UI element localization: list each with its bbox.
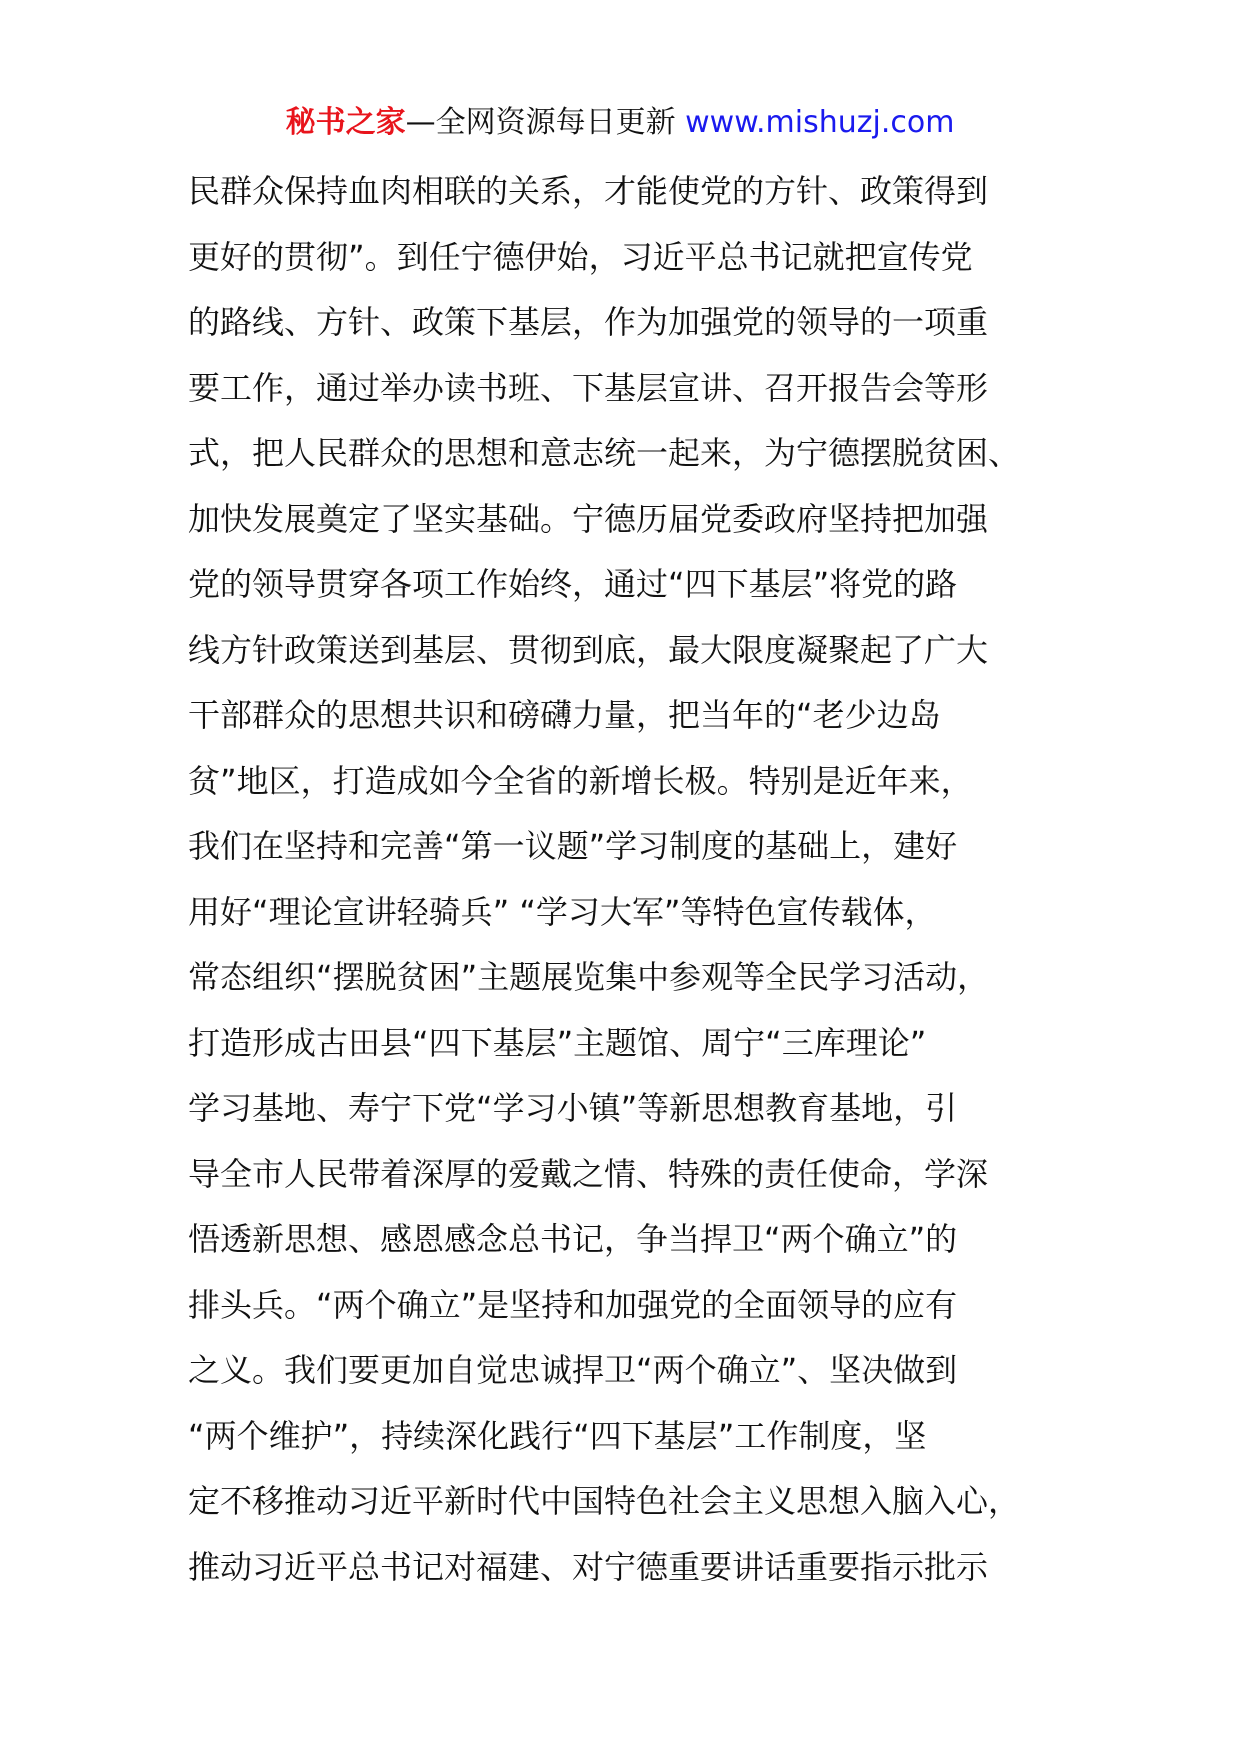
document-body <box>188 159 1088 1600</box>
body-line: 民群众保持血肉相联的关系，才能使党的方针、政策得到 <box>188 172 989 210</box>
body-line: 推动习近平总书记对福建、对宁德重要讲话重要指示批示 <box>188 1547 989 1586</box>
body-line: 的路线、方针、政策下基层，作为加强党的领导的一项重 <box>188 303 989 341</box>
body-line: 我们在坚持和完善“第一议题”学习制度的基础上，建好 <box>188 827 958 865</box>
header-tagline: —全网资源每日更新 <box>405 105 686 140</box>
page-header <box>0 103 1240 143</box>
body-line: 之义。我们要更加自觉忠诚捍卫“两个确立”、坚决做到 <box>188 1351 958 1389</box>
body-line: “两个维护”，持续深化践行“四下基层”工作制度，坚 <box>188 1416 927 1455</box>
body-line: 式，把人民群众的思想和意志统一起来，为宁德摆脱贫困、 <box>188 434 1021 472</box>
body-line: 更好的贯彻”。到任宁德伊始，习近平总书记就把宣传党 <box>188 237 973 276</box>
body-line: 导全市人民带着深厚的爱戴之情、特殊的责任使命，学深 <box>188 1154 989 1193</box>
body-line: 悟透新思想、感恩感念总书记，争当捍卫“两个确立”的 <box>188 1220 958 1258</box>
body-line: 定不移推动习近平新时代中国特色社会主义思想入脑入心， <box>188 1482 1021 1520</box>
body-line: 要工作，通过举办读书班、下基层宣讲、召开报告会等形 <box>188 368 989 407</box>
body-line: 线方针政策送到基层、贯彻到底，最大限度凝聚起了广大 <box>188 630 989 669</box>
site-url-link[interactable]: www.mishuzj.com <box>685 105 955 140</box>
body-line: 打造形成古田县“四下基层”主题馆、周宁“三库理论” <box>188 1023 927 1062</box>
body-line: 党的领导贯穿各项工作始终，通过“四下基层”将党的路 <box>188 565 958 603</box>
body-line: 排头兵。“两个确立”是坚持和加强党的全面领导的应有 <box>188 1285 958 1324</box>
body-line: 学习基地、寿宁下党“学习小镇”等新思想教育基地，引 <box>188 1089 958 1127</box>
brand-name: 秘书之家 <box>285 105 406 140</box>
body-line: 贫”地区，打造成如今全省的新增长极。特别是近年来， <box>188 761 973 800</box>
body-line: 加快发展奠定了坚实基础。宁德历届党委政府坚持把加强 <box>188 499 989 538</box>
body-line: 常态组织“摆脱贫困”主题展览集中参观等全民学习活动， <box>188 958 990 996</box>
body-line: 用好“理论宣讲轻骑兵” “学习大军”等特色宣传载体， <box>188 892 937 931</box>
body-line: 干部群众的思想共识和磅礴力量，把当年的“老少边岛 <box>188 696 941 734</box>
